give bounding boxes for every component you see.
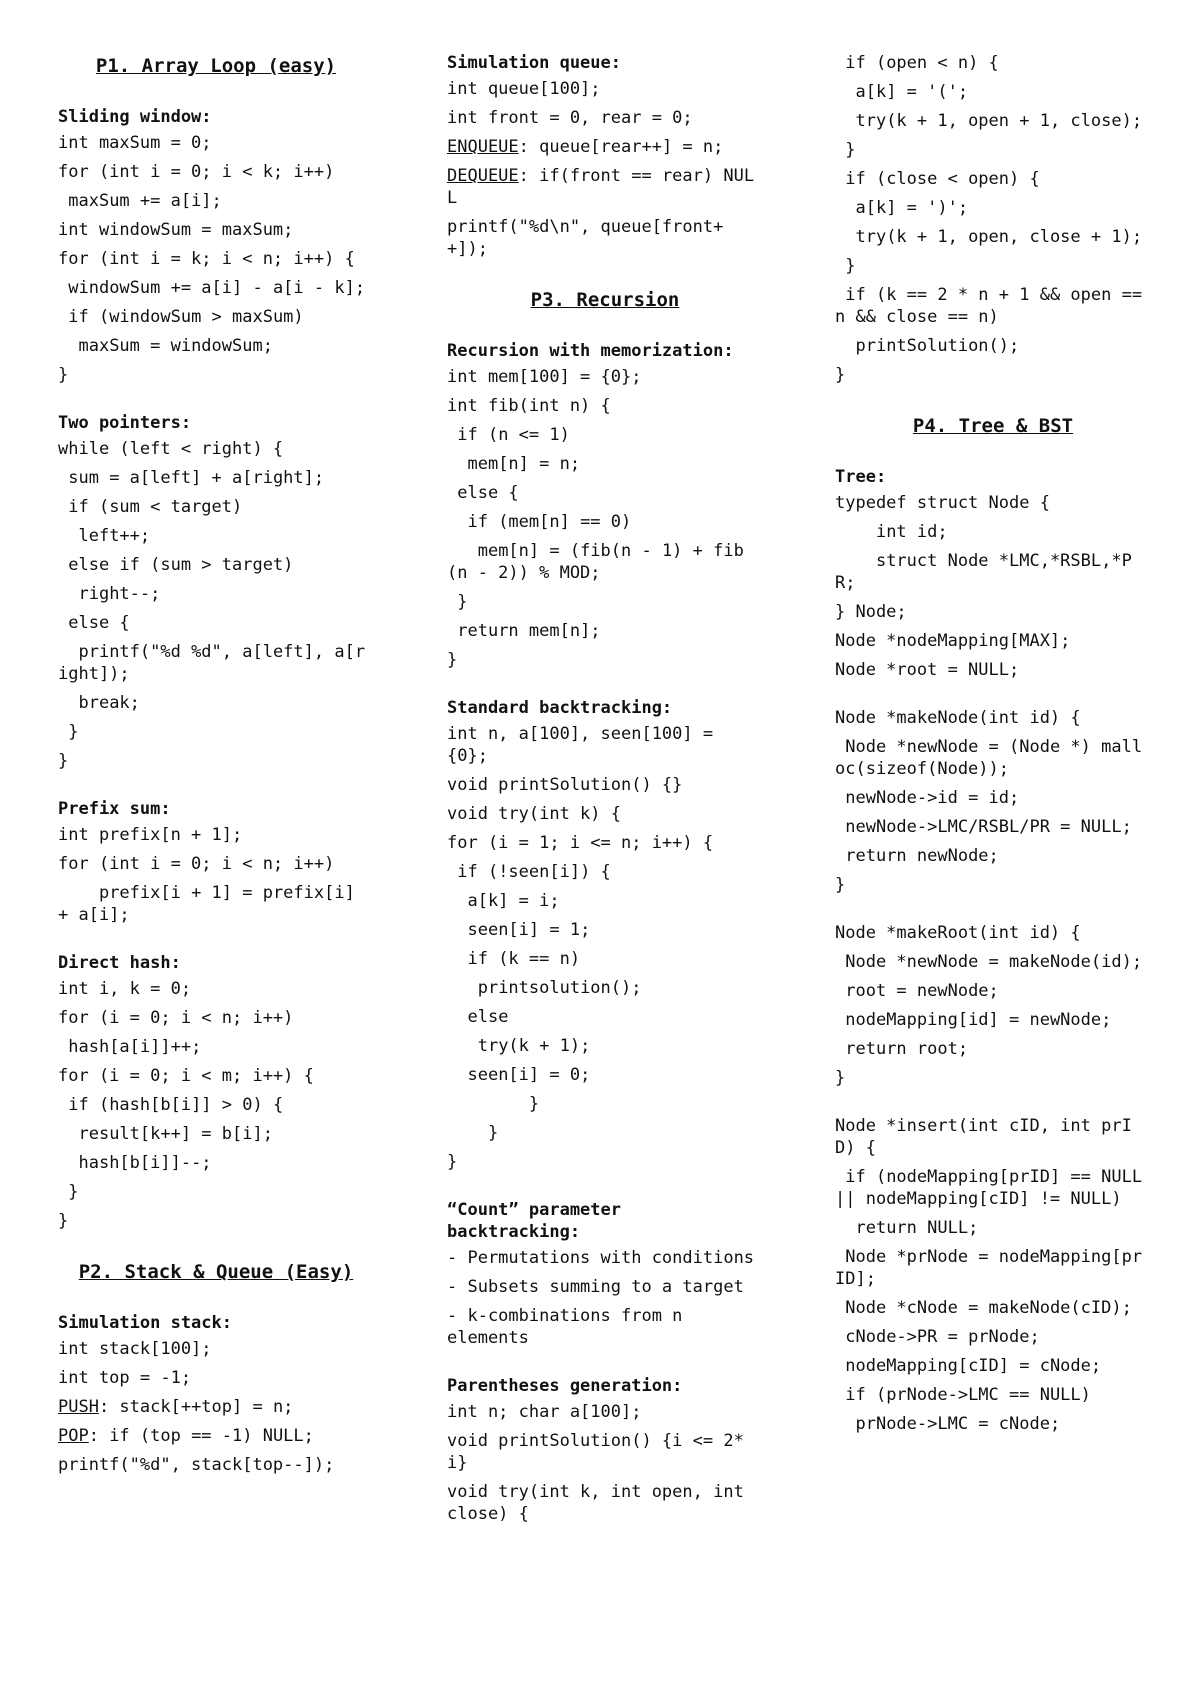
code-line: int front = 0, rear = 0; [447, 108, 693, 128]
code-line: Node *makeRoot(int id) { [835, 923, 1081, 943]
code-line: try(k + 1, open, close + 1); [835, 227, 1143, 247]
block-title: Standard backtracking: [447, 698, 673, 718]
column-3 [835, 52, 1151, 1461]
code-line: Node *newNode = makeNode(id); [835, 952, 1143, 972]
code-line: } [835, 256, 856, 276]
operation-code: : if (top == -1) NULL; [88, 1426, 314, 1446]
code-block [835, 922, 1151, 1089]
code-line: try(k + 1, open + 1, close); [835, 111, 1143, 131]
block-title: Simulation stack: [58, 1313, 232, 1333]
operation-code: : queue[rear++] = n; [518, 137, 724, 157]
code-line: root = newNode; [835, 981, 999, 1001]
code-line: return newNode; [835, 846, 999, 866]
code-line: } [447, 1152, 458, 1172]
code-line: for (i = 0; i < n; i++) [58, 1008, 294, 1028]
code-line: if (windowSum > maxSum) [58, 307, 304, 327]
code-line: int n; char a[100]; [447, 1402, 642, 1422]
code-line: } [447, 650, 458, 670]
code-line: Node *makeNode(int id) { [835, 708, 1081, 728]
code-line: } [58, 1182, 79, 1202]
code-line: } [835, 875, 846, 895]
code-line: Node *nodeMapping[MAX]; [835, 631, 1071, 651]
code-line: try(k + 1); [447, 1036, 591, 1056]
code-line: printf("%d %d", a[left], a[right]); [58, 642, 366, 684]
code-line: Node *insert(int cID, int prID) { [835, 1116, 1132, 1158]
code-line: } Node; [835, 602, 907, 622]
block-simulation-stack [58, 1312, 374, 1476]
block-title: Recursion with memorization: [447, 341, 734, 361]
code-line: nodeMapping[id] = newNode; [835, 1010, 1112, 1030]
code-line: if (!seen[i]) { [447, 862, 611, 882]
code-line: int fib(int n) { [447, 396, 611, 416]
block-tree [835, 466, 1151, 681]
block-prefix-sum [58, 798, 374, 926]
code-line: newNode->LMC/RSBL/PR = NULL; [835, 817, 1132, 837]
code-line: printf("%d", stack[top--]); [58, 1455, 335, 1475]
block-title: Direct hash: [58, 953, 181, 973]
code-line: return mem[n]; [447, 621, 601, 641]
code-line: void printSolution() {i <= 2*i} [447, 1431, 744, 1473]
code-line: } [447, 592, 468, 612]
code-line [58, 1425, 374, 1447]
code-line [447, 165, 763, 209]
block-standard-backtracking [447, 697, 763, 1173]
code-line: Node *root = NULL; [835, 660, 1020, 680]
code-line: int top = -1; [58, 1368, 192, 1388]
code-line: } [58, 751, 69, 771]
code-line: maxSum += a[i]; [58, 191, 222, 211]
code-line: nodeMapping[cID] = cNode; [835, 1356, 1102, 1376]
code-line: else { [58, 613, 130, 633]
bullet-item: - Permutations with conditions [447, 1248, 755, 1268]
block-title: Sliding window: [58, 107, 212, 127]
section-title-p3-recursion: P3. Recursion [530, 289, 680, 311]
code-line: int mem[100] = {0}; [447, 367, 642, 387]
code-line: a[k] = '('; [835, 82, 969, 102]
code-line: left++; [58, 526, 151, 546]
block-title: “Count” parameter backtracking: [447, 1200, 621, 1242]
code-line: prefix[i + 1] = prefix[i] + a[i]; [58, 883, 366, 925]
code-line: } [447, 1123, 499, 1143]
section-title-p4-tree-bst: P4. Tree & BST [912, 415, 1074, 437]
code-line: for (i = 1; i <= n; i++) { [447, 833, 714, 853]
code-line: int n, a[100], seen[100] = {0}; [447, 724, 724, 766]
code-block [835, 52, 1151, 386]
code-line: } [835, 1068, 846, 1088]
code-line: mem[n] = n; [447, 454, 581, 474]
code-line: Node *prNode = nodeMapping[prID]; [835, 1247, 1143, 1289]
code-line [447, 136, 763, 158]
code-line: if (k == n) [447, 949, 581, 969]
code-line: int stack[100]; [58, 1339, 212, 1359]
bullet-item: - Subsets summing to a target [447, 1277, 744, 1297]
code-line: while (left < right) { [58, 439, 284, 459]
code-line: typedef struct Node { [835, 493, 1050, 513]
code-block [835, 1115, 1151, 1435]
code-line: seen[i] = 0; [447, 1065, 591, 1085]
code-line: } [58, 365, 69, 385]
operation-keyword: DEQUEUE [447, 166, 519, 186]
block-parentheses-generation [447, 1375, 763, 1525]
code-line: if (prNode->LMC == NULL) [835, 1385, 1091, 1405]
code-line: if (hash[b[i]] > 0) { [58, 1095, 284, 1115]
code-line: if (close < open) { [835, 169, 1040, 189]
code-line: Node *newNode = (Node *) malloc(sizeof(Node)); [835, 737, 1143, 779]
code-line: if (mem[n] == 0) [447, 512, 632, 532]
code-line: struct Node *LMC,*RSBL,*PR; [835, 551, 1132, 593]
code-line: for (int i = 0; i < n; i++) [58, 854, 335, 874]
code-line: else if (sum > target) [58, 555, 294, 575]
block-two-pointers [58, 412, 374, 772]
code-line: if (nodeMapping[prID] == NULL || nodeMapping[cID] != NULL) [835, 1167, 1153, 1209]
code-line: } [447, 1094, 540, 1114]
code-line: return NULL; [835, 1218, 979, 1238]
code-line: printSolution(); [835, 336, 1020, 356]
code-line: right--; [58, 584, 161, 604]
code-line: } [835, 365, 846, 385]
code-line: void try(int k) { [447, 804, 621, 824]
code-line: printf("%d\n", queue[front++]); [447, 217, 724, 259]
section-title-p1-array-loop-easy: P1. Array Loop (easy) [95, 55, 337, 77]
code-line: windowSum += a[i] - a[i - k]; [58, 278, 366, 298]
code-line: if (k == 2 * n + 1 && open == n && close == n) [835, 285, 1153, 327]
code-line: for (int i = k; i < n; i++) { [58, 249, 355, 269]
code-line: newNode->id = id; [835, 788, 1020, 808]
code-line: else { [447, 483, 519, 503]
block-title: Simulation queue: [447, 53, 621, 73]
operation-keyword: ENQUEUE [447, 137, 519, 157]
code-line: prNode->LMC = cNode; [835, 1414, 1061, 1434]
code-line: int i, k = 0; [58, 979, 192, 999]
bullet-item: - k-combinations from n elements [447, 1306, 683, 1348]
code-line: cNode->PR = prNode; [835, 1327, 1040, 1347]
block-count-parameter-backtracking [447, 1199, 763, 1349]
code-block [835, 707, 1151, 896]
block-title: Two pointers: [58, 413, 192, 433]
code-line: hash[b[i]]--; [58, 1153, 212, 1173]
block-title: Tree: [835, 467, 887, 487]
operation-code: : if(front == rear) NULL [447, 166, 755, 208]
code-line: return root; [835, 1039, 969, 1059]
code-line: int queue[100]; [447, 79, 601, 99]
code-line: if (open < n) { [835, 53, 999, 73]
code-line: hash[a[i]]++; [58, 1037, 202, 1057]
code-line: int id; [835, 522, 948, 542]
code-line: sum = a[left] + a[right]; [58, 468, 325, 488]
column-1 [58, 52, 374, 1502]
code-line: break; [58, 693, 140, 713]
column-2 [447, 52, 763, 1551]
code-line: for (i = 0; i < m; i++) { [58, 1066, 314, 1086]
code-line: seen[i] = 1; [447, 920, 591, 940]
code-line: else [447, 1007, 509, 1027]
code-line: } [58, 1211, 69, 1231]
code-line: printsolution(); [447, 978, 642, 998]
section-title-p2-stack-queue-easy: P2. Stack & Queue (Easy) [78, 1261, 354, 1283]
block-recursion-with-memorization [447, 340, 763, 671]
code-line: void printSolution() {} [447, 775, 683, 795]
code-line: } [835, 140, 856, 160]
block-sliding-window [58, 106, 374, 386]
code-line: if (n <= 1) [447, 425, 570, 445]
block-simulation-queue [447, 52, 763, 260]
code-line: int prefix[n + 1]; [58, 825, 243, 845]
code-line: mem[n] = (fib(n - 1) + fib(n - 2)) % MOD; [447, 541, 744, 583]
operation-keyword: PUSH [58, 1397, 99, 1417]
code-line [58, 1396, 374, 1418]
code-line: if (sum < target) [58, 497, 243, 517]
operation-keyword: POP [58, 1426, 89, 1446]
block-title: Parentheses generation: [447, 1376, 683, 1396]
block-title: Prefix sum: [58, 799, 171, 819]
code-line: void try(int k, int open, int close) { [447, 1482, 755, 1524]
code-line: a[k] = i; [447, 891, 560, 911]
code-line: Node *cNode = makeNode(cID); [835, 1298, 1132, 1318]
block-direct-hash [58, 952, 374, 1232]
operation-code: : stack[++top] = n; [98, 1397, 294, 1417]
code-line: a[k] = ')'; [835, 198, 969, 218]
code-line: result[k++] = b[i]; [58, 1124, 273, 1144]
code-line: int windowSum = maxSum; [58, 220, 294, 240]
code-line: maxSum = windowSum; [58, 336, 273, 356]
code-line: } [58, 722, 79, 742]
code-line: int maxSum = 0; [58, 133, 212, 153]
code-line: for (int i = 0; i < k; i++) [58, 162, 335, 182]
